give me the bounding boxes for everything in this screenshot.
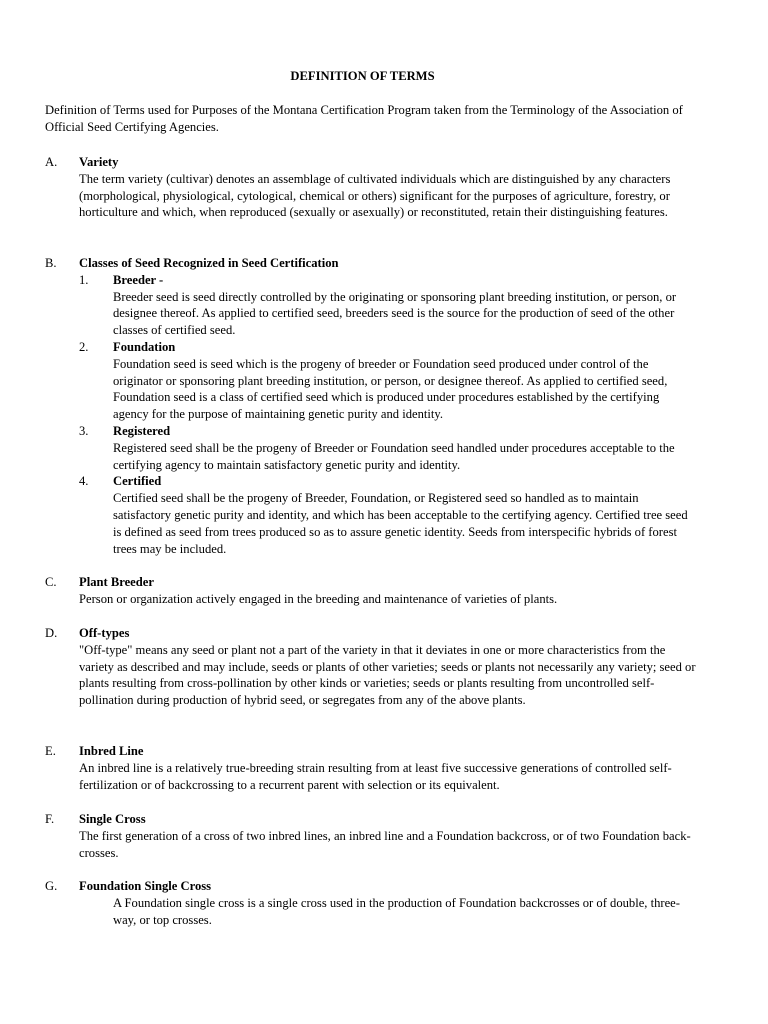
section-plant-breeder <box>45 574 735 608</box>
section-text: An inbred line is a relatively true-breeding strain resulting from at least five successive generations of controlled self-fertilization or of backcrossing to a recurrent parent with selection or its equivalent. <box>79 760 672 792</box>
subsection-number: 2. <box>79 339 89 354</box>
section-title: Variety <box>79 155 119 169</box>
subsection-certified <box>79 473 699 557</box>
section-title: Single Cross <box>79 812 146 826</box>
section-title: Plant Breeder <box>79 575 154 589</box>
subsection-registered <box>79 423 699 473</box>
section-letter: A. <box>45 155 58 169</box>
subsection-text: Breeder seed is seed directly controlled by the originating or sponsoring plant breeding institution, or person, or designee thereof. As applied to certified seed, breeders seed is the source for the production of seed of the other classes of certified seed. <box>113 289 677 338</box>
section-letter: B. <box>45 256 57 270</box>
section-inbred-line <box>45 743 735 793</box>
document-title: DEFINITION OF TERMS <box>290 69 435 83</box>
subsection-text: Registered seed shall be the progeny of Breeder or Foundation seed handled under procedures acceptable to the certifying agency to maintain satisfactory genetic purity and identity. <box>113 440 675 472</box>
section-classes-of-seed <box>45 255 735 557</box>
section-title: Classes of Seed Recognized in Seed Certification <box>79 256 339 270</box>
section-text: The first generation of a cross of two inbred lines, an inbred line and a Foundation backcross, or of two Foundation back-crosses. <box>79 828 691 860</box>
section-single-cross <box>45 811 735 861</box>
section-text: Person or organization actively engaged in the breeding and maintenance of varieties of plants. <box>79 591 558 606</box>
subsection-number: 4. <box>79 474 89 489</box>
section-off-types <box>45 625 735 709</box>
section-letter: G. <box>45 879 58 893</box>
section-title: Foundation Single Cross <box>79 879 212 893</box>
section-text: "Off-type" means any seed or plant not a part of the variety in that it deviates in one or more characteristics from the variety as described and may include, seeds or plants of other varieties; seeds or plants not necessarily any variety; seed or plants resulting from cross-pollination by other kinds or varieties; seeds or plants resulting from uncontrolled self-pollination during production of hybrid seed, or segregates from any of the above plants. <box>79 642 696 708</box>
section-letter: F. <box>45 812 55 826</box>
subsection-title: Certified <box>113 474 162 489</box>
section-foundation-single-cross <box>45 878 735 928</box>
subsection-title: Foundation <box>113 339 176 354</box>
section-variety <box>45 154 735 221</box>
subsection-foundation <box>79 339 699 423</box>
subsection-text: Foundation seed is seed which is the progeny of breeder or Foundation seed produced under control of the originator or sponsoring plant breeding institution, or person, or designee thereof. As applied to certified seed, Foundation seed is a class of certified seed which is produced under procedures established by the certifying agency for the purpose of maintaining genetic purity and identity. <box>113 356 668 422</box>
subsection-title: Registered <box>113 423 171 438</box>
subsection-title: Breeder - <box>113 272 164 287</box>
section-letter: D. <box>45 626 58 640</box>
subsection-breeder <box>79 272 699 339</box>
subsection-number: 1. <box>79 272 89 287</box>
section-text: The term variety (cultivar) denotes an assemblage of cultivated individuals which are distinguished by any characters (morphological, physiological, cytological, chemical or others) significant for the purposes of agriculture, forestry, or horticulture and which, when reproduced (sexually or asexually) or reconstituted, retain their distinguishing features. <box>79 171 671 220</box>
section-title: Off-types <box>79 626 130 640</box>
section-letter: E. <box>45 744 56 758</box>
subsection-number: 3. <box>79 423 89 438</box>
section-text: A Foundation single cross is a single cross used in the production of Foundation backcrosses or of double, three-way, or top crosses. <box>113 895 680 927</box>
subsection-text: Certified seed shall be the progeny of Breeder, Foundation, or Registered seed so handled as to maintain satisfactory genetic purity and identity, and which has been acceptable to the certifying agency. Certified tree seed is defined as seed from trees produced so as to assure genetic identity. Seeds from interspecific hybrids of forest trees may be included. <box>113 491 688 556</box>
document-intro: Definition of Terms used for Purposes of the Montana Certification Program taken from the Terminology of the Association of Official Seed Certifying Agencies. <box>45 103 683 134</box>
section-title: Inbred Line <box>79 744 144 758</box>
section-letter: C. <box>45 575 57 589</box>
